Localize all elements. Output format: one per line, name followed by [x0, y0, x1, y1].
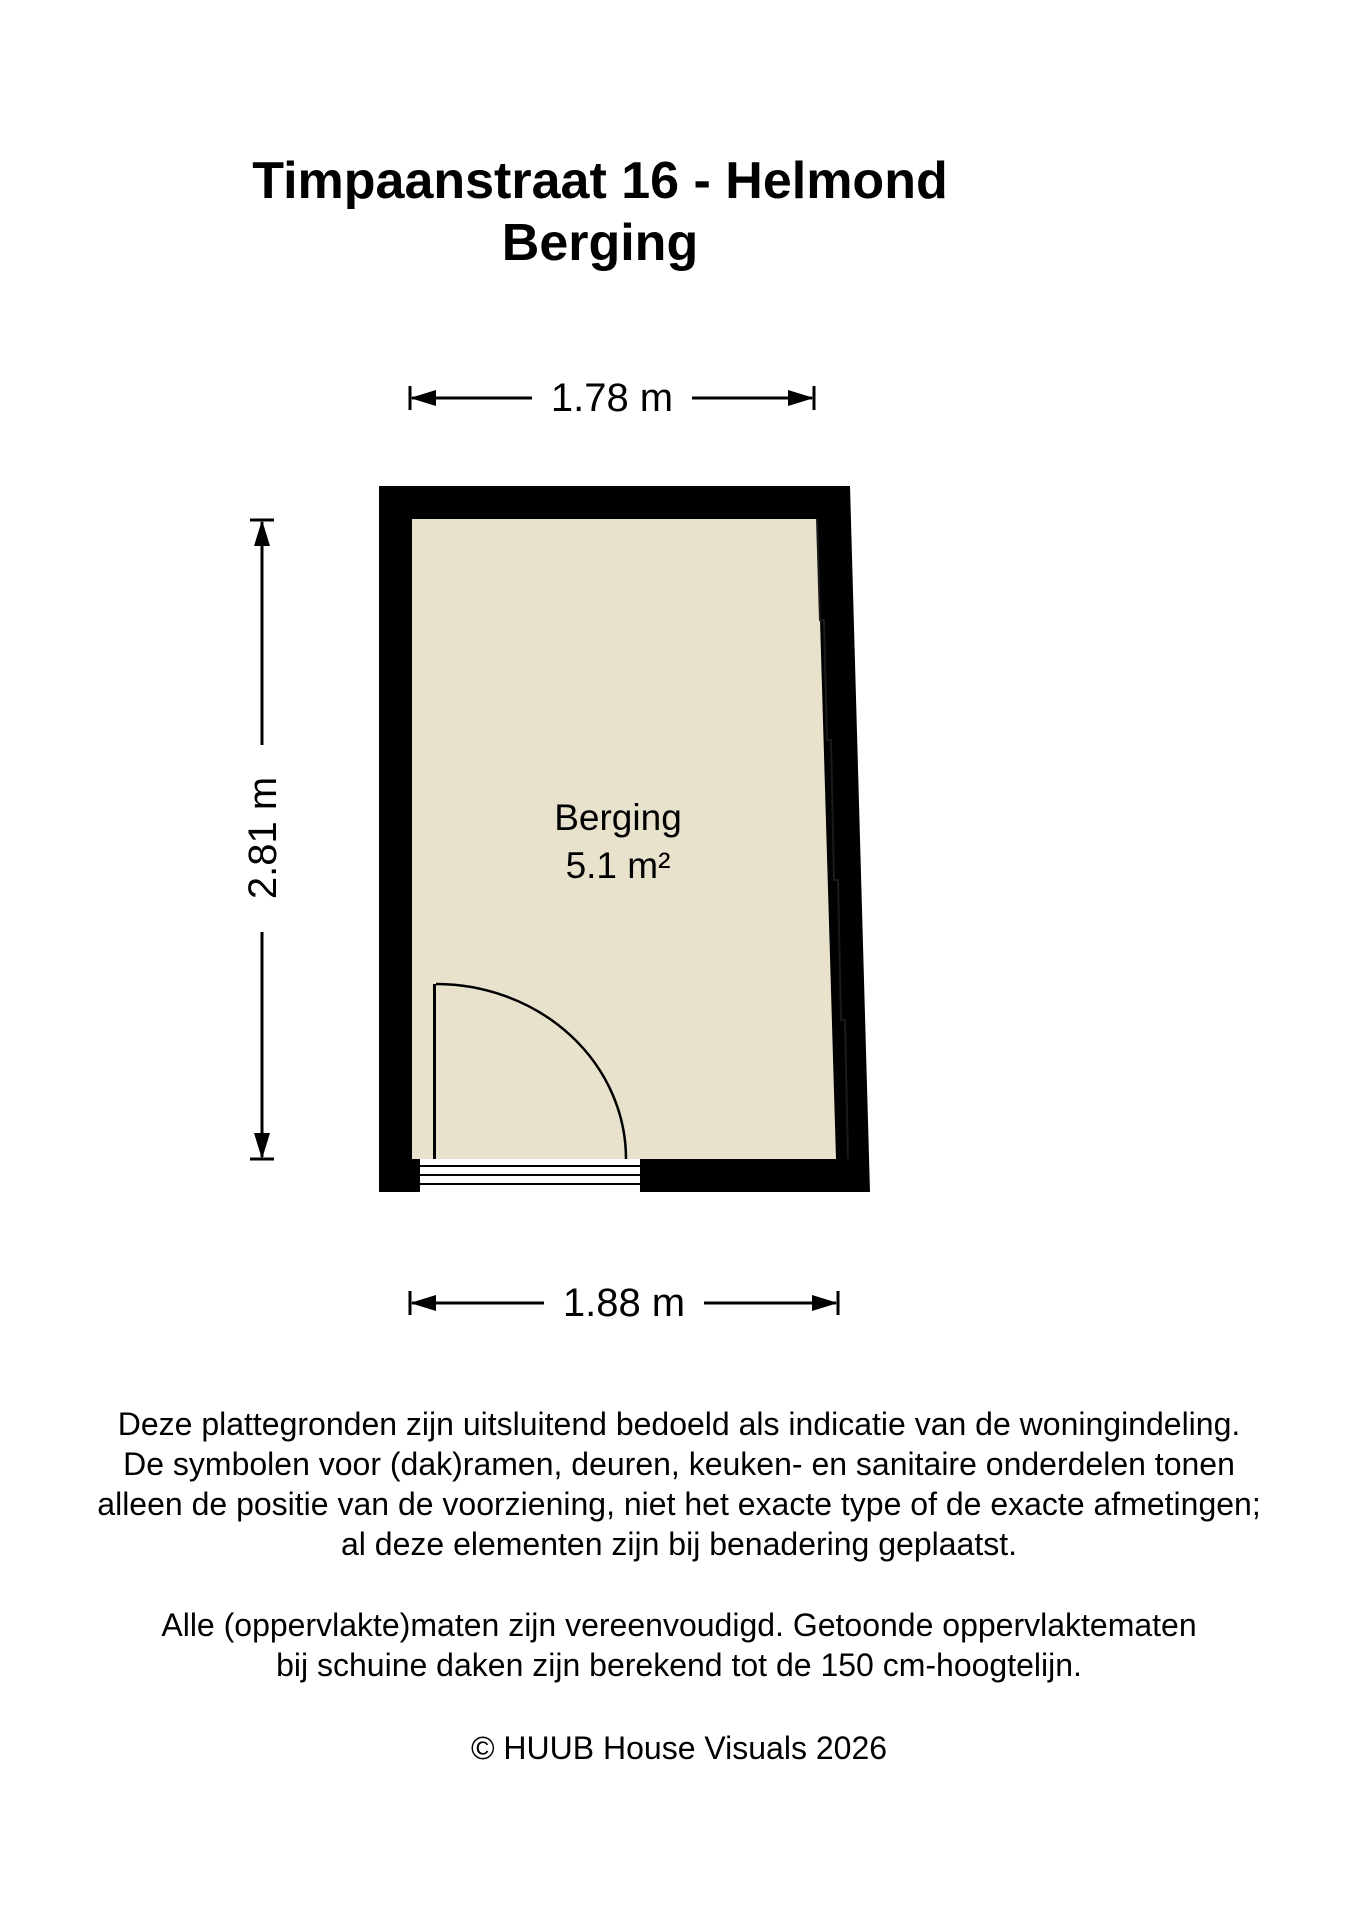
arrow-right-icon [788, 390, 814, 406]
arrow-right-icon [812, 1295, 838, 1311]
dimension-bottom-label: 1.88 m [562, 1281, 686, 1325]
dimension-left [241, 520, 285, 1159]
dimension-top-label: 1.78 m [550, 376, 674, 420]
room-area-label: 5.1 m² [565, 845, 671, 886]
disclaimer-line: alleen de positie van de voorziening, niet het exacte type of de exacte afmetingen; [97, 1486, 1261, 1522]
disclaimer-line: al deze elementen zijn bij benadering geplaatst. [340, 1526, 1017, 1562]
disclaimer-line: Deze plattegronden zijn uitsluitend bedoeld als indicatie van de woningindeling. [117, 1406, 1241, 1442]
disclaimer-line: Alle (oppervlakte)maten zijn vereenvoudigd. Getoonde oppervlaktematen [161, 1607, 1197, 1643]
arrow-left-icon [410, 1295, 436, 1311]
title-room: Berging [501, 214, 699, 272]
arrow-up-icon [254, 520, 270, 546]
room-floor [412, 519, 836, 1159]
arrow-down-icon [254, 1133, 270, 1159]
dimension-left-label: 2.81 m [241, 776, 285, 900]
disclaimer [0, 1404, 1358, 1685]
title-address: Timpaanstraat 16 - Helmond [252, 152, 948, 210]
arrow-left-icon [410, 390, 436, 406]
disclaimer-line: bij schuine daken zijn berekend tot de 150 cm-hoogtelijn. [276, 1647, 1082, 1683]
dimension-top [410, 376, 814, 420]
disclaimer-line: De symbolen voor (dak)ramen, deuren, keuken- en sanitaire onderdelen tonen [123, 1446, 1235, 1482]
room-berging [379, 486, 870, 1192]
copyright: © HUUB House Visuals 2026 [470, 1730, 888, 1766]
dimension-bottom [410, 1281, 838, 1325]
room-name-label: Berging [554, 797, 682, 838]
